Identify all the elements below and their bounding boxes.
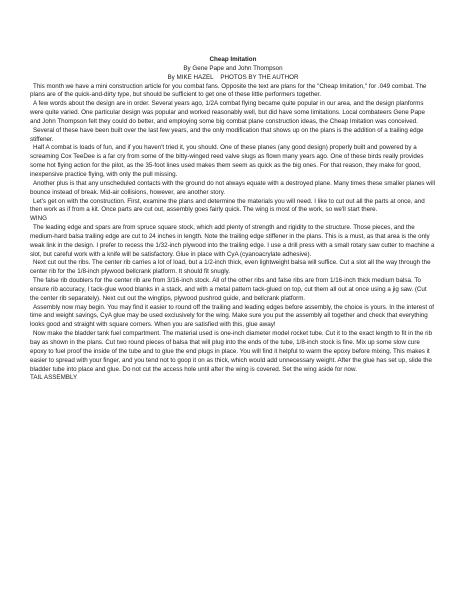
paragraph: Another plus is that any unscheduled contacts with the ground do not always equate with a destroyed plane. Many times these smaller planes will bounce instead of break. Mid-air collisions, however, are another story. bbox=[30, 179, 435, 196]
byline-credits: By MIKE HAZEL PHOTOS BY THE AUTHOR bbox=[167, 73, 299, 81]
paragraph: The false rib doublers for the center rib are from 3/16-inch stock. All of the other ribs and false ribs are from 1/16-inch thick medium balsa. To ensure rib accuracy, I tack-glue wood blanks in a stack, and with a metal pattern tack-glued on top, cut them all out at once using a jig saw. (Cut the center rib separately). Next cut out the wingtips, plywood pushrod guide, and bellcrank platform. bbox=[30, 277, 427, 302]
paragraph: This month we have a mini construction article for you combat fans. Opposite the text are plans for the "Cheap Imitation," for .049 combat. The plans are of the quick-and-dirty type, but should be sufficient to get one of these little performers together. bbox=[30, 82, 427, 99]
paragraph: Let's get on with the construction. First, examine the plans and determine the materials you will need. I like to cut out all the parts at once, and then work as if from a kit. Once parts are cut out, assembly goes fairly quick. The wing is most of the work, so we'll start there. bbox=[30, 197, 425, 214]
paragraph: The leading edge and spars are from spruce square stock, which add plenty of strength and rigidity to the structure. Those pieces, and the medium-hard balsa trailing edge are cut to 24 inches in length. Note the trailing edge stiffener in the plans. This is a must, as that area is the only weak link in the design. I prefer to recess the 1/32-inch plywood into the trailing edge. I use a drill press with a small rotary saw cutter to machine a slot, but careful work with a knife will be satisfactory. Glue in place with CyA (cyanoacrylate adhesive). bbox=[30, 224, 435, 258]
paragraph: Several of these have been built over the last few years, and the only modification that shows up on the plans is the addition of a trailing edge stiffener. bbox=[30, 126, 424, 143]
paragraph: Half A combat is loads of fun, and if you haven't tried it, you should. One of these planes (any good design) properly built and powered by a screaming Cox TeeDee is a far cry from some of the bitty-winged reed valve slugs as flown many years ago. One of these birds really provides some hot flying action for the pilot, as the 35-foot lines used makes them seem as quick as the big ones. For that reason, they make for good, inexpensive practice flying, with only the pull missing. bbox=[30, 144, 424, 178]
article-title: Cheap Imitation bbox=[209, 56, 257, 63]
paragraph: Next cut out the ribs. The center rib carries a lot of load, but a 1/2-inch thick, even lightweight balsa will suffice. Cut a slot all the way through the center rib for the 1/8-inch plywood bellcrank platform. It should fit snugly. bbox=[30, 259, 431, 276]
section-heading-tail-assembly: TAIL ASSEMBLY bbox=[30, 374, 78, 382]
article bbox=[30, 56, 436, 383]
byline-authors: By Gene Pape and John Thompson bbox=[183, 64, 283, 72]
paragraph: Now make the bladder tank fuel compartment. The material used is one-inch diameter model rocket tube. Cut it to the exact length to fit in the rib bay as shown in the plans. Cut two round pieces of balsa that will plug into the ends of the tube, 1/8-inch stock is fine. Mix up some slow cure epoxy to fuel proof the inside of the tube and to glue the end plugs in place. You will find it helpful to warm the epoxy before mixing. This makes it easier to spread with your finger, and you tend not to goop it on as thick, which would add unnecessary weight. After the glue has set up, slide the bladder tube into place and glue. Do not cut the access hole until after the wing is covered. Set the wing aside for now. bbox=[30, 330, 433, 373]
paragraph: Assembly now may begin. You may find it easier to round off the trailing and leading edges before assembly, the choice is yours. In the interest of time and weight savings, CyA glue may be used exclusively for the wing. Make sure you put the assembly all together and check that everything looks good and straight with square corners. When you are satisfied with this, glue away! bbox=[30, 303, 435, 329]
section-heading-wing: WING bbox=[30, 215, 48, 223]
paragraph: A few words about the design are in order. Several years ago, 1/2A combat flying became quite popular in our area, and the design planforms were quite varied. One particular design was popular and worked reasonably well, but did have some limitations. Local combateers Gene Pape and John Thompson felt they could do better, and employing some big combat plane construction ideas, the Cheap Imitation was conceived. bbox=[30, 100, 426, 125]
